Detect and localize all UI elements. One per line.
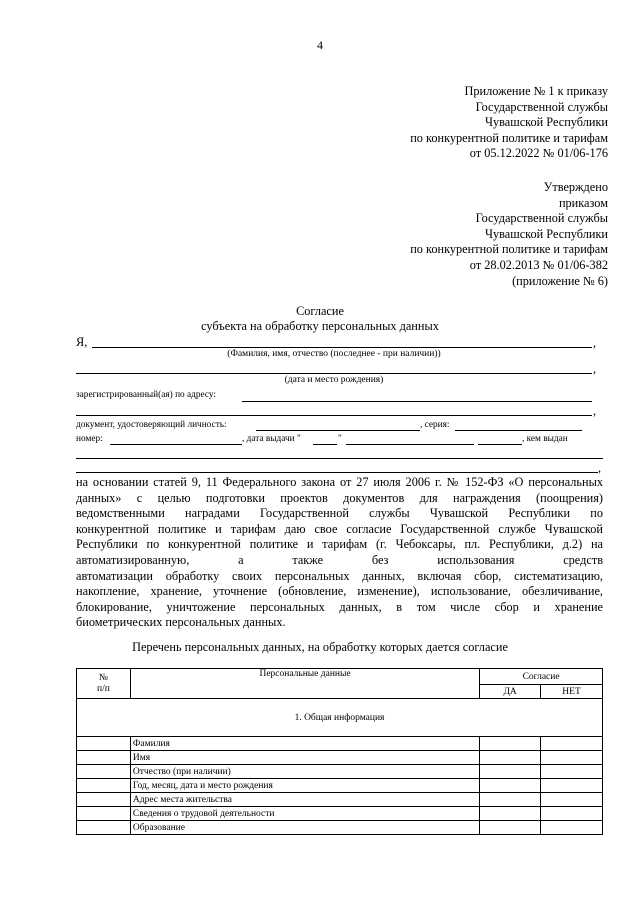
address-label: зарегистрированный(ая) по адресу: bbox=[76, 390, 216, 400]
no-cell[interactable] bbox=[541, 821, 603, 835]
consent-title-line2: субъекта на обработку персональных данных bbox=[201, 319, 439, 333]
appendix-line: Государственной службы bbox=[475, 99, 608, 114]
row-num bbox=[77, 821, 131, 835]
issue-month-field-line[interactable] bbox=[346, 444, 474, 445]
consent-title-line1: Согласие bbox=[296, 304, 344, 318]
consent-text-line: автоматизации обработку своих персональных данных, включая сбор, систематизацию, bbox=[76, 568, 603, 583]
document-label: документ, удостоверяющий личность: bbox=[76, 420, 227, 430]
comma: , bbox=[598, 461, 602, 475]
comma: , bbox=[593, 362, 597, 376]
yes-cell[interactable] bbox=[480, 737, 541, 751]
consent-text-line: на основании статей 9, 11 Федерального закона от 27 июля 2006 г. № 152-ФЗ «О персональных bbox=[76, 475, 603, 489]
no-cell[interactable] bbox=[541, 765, 603, 779]
row-label: Адрес места жительства bbox=[130, 793, 479, 807]
row-num bbox=[77, 779, 131, 793]
appendix-line: Приложение № 1 к приказу bbox=[464, 84, 608, 98]
i-label: Я, bbox=[76, 335, 88, 349]
row-num bbox=[77, 765, 131, 779]
consent-title bbox=[0, 304, 640, 334]
approved-line: Чувашской Республики bbox=[484, 226, 608, 241]
appendix-line: по конкурентной политике и тарифам bbox=[410, 130, 608, 145]
approved-line: (приложение № 6) bbox=[512, 273, 608, 288]
yes-cell[interactable] bbox=[480, 793, 541, 807]
row-label: Отчество (при наличии) bbox=[130, 765, 479, 779]
comma: , bbox=[593, 336, 597, 350]
name-caption: (Фамилия, имя, отчество (последнее - при наличии)) bbox=[227, 349, 441, 359]
col-consent-header: Согласие bbox=[480, 669, 603, 685]
list-title: Перечень персональных данных, на обработку которых дается согласие bbox=[132, 640, 508, 654]
document-field-line[interactable] bbox=[256, 430, 420, 431]
row-num bbox=[77, 793, 131, 807]
consent-text-line: блокирование, уничтожение персональных данных, в том числе сбор и хранение bbox=[76, 599, 603, 614]
issue-date-label: , дата выдачи " bbox=[242, 434, 301, 444]
yes-cell[interactable] bbox=[480, 779, 541, 793]
approved-block bbox=[410, 180, 608, 289]
consent-text-line: Республики по конкурентной политике и тарифам (г. Чебоксары, пл. Республики, д.2) на bbox=[76, 537, 603, 552]
consent-text-line: данных» с целью подготовки проектов документов для награждения (поощрения) bbox=[76, 490, 603, 505]
approved-line: Утверждено bbox=[543, 180, 608, 194]
no-cell[interactable] bbox=[541, 807, 603, 821]
col-no-header: НЕТ bbox=[541, 685, 603, 699]
name-field-line[interactable] bbox=[92, 347, 592, 348]
issue-year-field-line[interactable] bbox=[478, 444, 522, 445]
no-cell[interactable] bbox=[541, 793, 603, 807]
approved-line: от 28.02.2013 № 01/06-382 bbox=[469, 257, 608, 272]
issued-by-field-line[interactable] bbox=[76, 458, 603, 459]
no-cell[interactable] bbox=[541, 737, 603, 751]
consent-text-line: конкурентной политике и тарифам даю свое согласие Государственной службе Чувашской bbox=[76, 521, 603, 536]
appendix-block bbox=[410, 84, 608, 162]
comma: , bbox=[593, 404, 597, 418]
approved-line: Государственной службы bbox=[475, 211, 608, 226]
row-label: Сведения о трудовой деятельности bbox=[130, 807, 479, 821]
consent-text-line: накопление, хранение, уточнение (обновление, изменение), использование, обезличивание, bbox=[76, 584, 603, 599]
col-yes-header: ДА bbox=[480, 685, 541, 699]
row-label: Фамилия bbox=[130, 737, 479, 751]
personal-data-table bbox=[76, 668, 603, 835]
row-label: Образование bbox=[130, 821, 479, 835]
row-num bbox=[77, 751, 131, 765]
birth-caption: (дата и место рождения) bbox=[284, 375, 384, 385]
yes-cell[interactable] bbox=[480, 807, 541, 821]
issue-day-field-line[interactable] bbox=[313, 444, 337, 445]
birth-field-line[interactable] bbox=[76, 373, 592, 374]
col-num-header: № п/п bbox=[77, 669, 131, 699]
number-field-line[interactable] bbox=[110, 444, 242, 445]
issue-quote-close: " bbox=[338, 434, 342, 444]
yes-cell[interactable] bbox=[480, 765, 541, 779]
yes-cell[interactable] bbox=[480, 751, 541, 765]
yes-cell[interactable] bbox=[480, 821, 541, 835]
col-data-header: Персональные данные bbox=[130, 669, 479, 699]
row-label: Имя bbox=[130, 751, 479, 765]
issued-by-field-line-2[interactable] bbox=[76, 472, 598, 473]
number-label: номер: bbox=[76, 434, 103, 444]
approved-line: приказом bbox=[558, 195, 608, 210]
consent-text-line: ведомственными наградами Государственной службы Чувашской Республики по bbox=[76, 506, 603, 521]
series-label: , серия: bbox=[420, 420, 450, 430]
address-field-line-2[interactable] bbox=[76, 415, 592, 416]
approved-line: по конкурентной политике и тарифам bbox=[410, 242, 608, 257]
page-number: 4 bbox=[317, 38, 323, 52]
no-cell[interactable] bbox=[541, 779, 603, 793]
address-field-line[interactable] bbox=[242, 401, 592, 402]
row-label: Год, месяц, дата и место рождения bbox=[130, 779, 479, 793]
series-field-line[interactable] bbox=[455, 430, 582, 431]
consent-text-line: автоматизированную, а также без использования средств bbox=[76, 552, 603, 567]
issued-by-label: , кем выдан bbox=[522, 434, 568, 444]
appendix-line: от 05.12.2022 № 01/06-176 bbox=[469, 146, 608, 161]
no-cell[interactable] bbox=[541, 751, 603, 765]
consent-paragraph bbox=[76, 475, 603, 631]
section-general-info: 1. Общая информация bbox=[77, 699, 603, 737]
consent-text-line: биометрических персональных данных. bbox=[76, 615, 286, 630]
appendix-line: Чувашской Республики bbox=[484, 115, 608, 130]
row-num bbox=[77, 807, 131, 821]
row-num bbox=[77, 737, 131, 751]
